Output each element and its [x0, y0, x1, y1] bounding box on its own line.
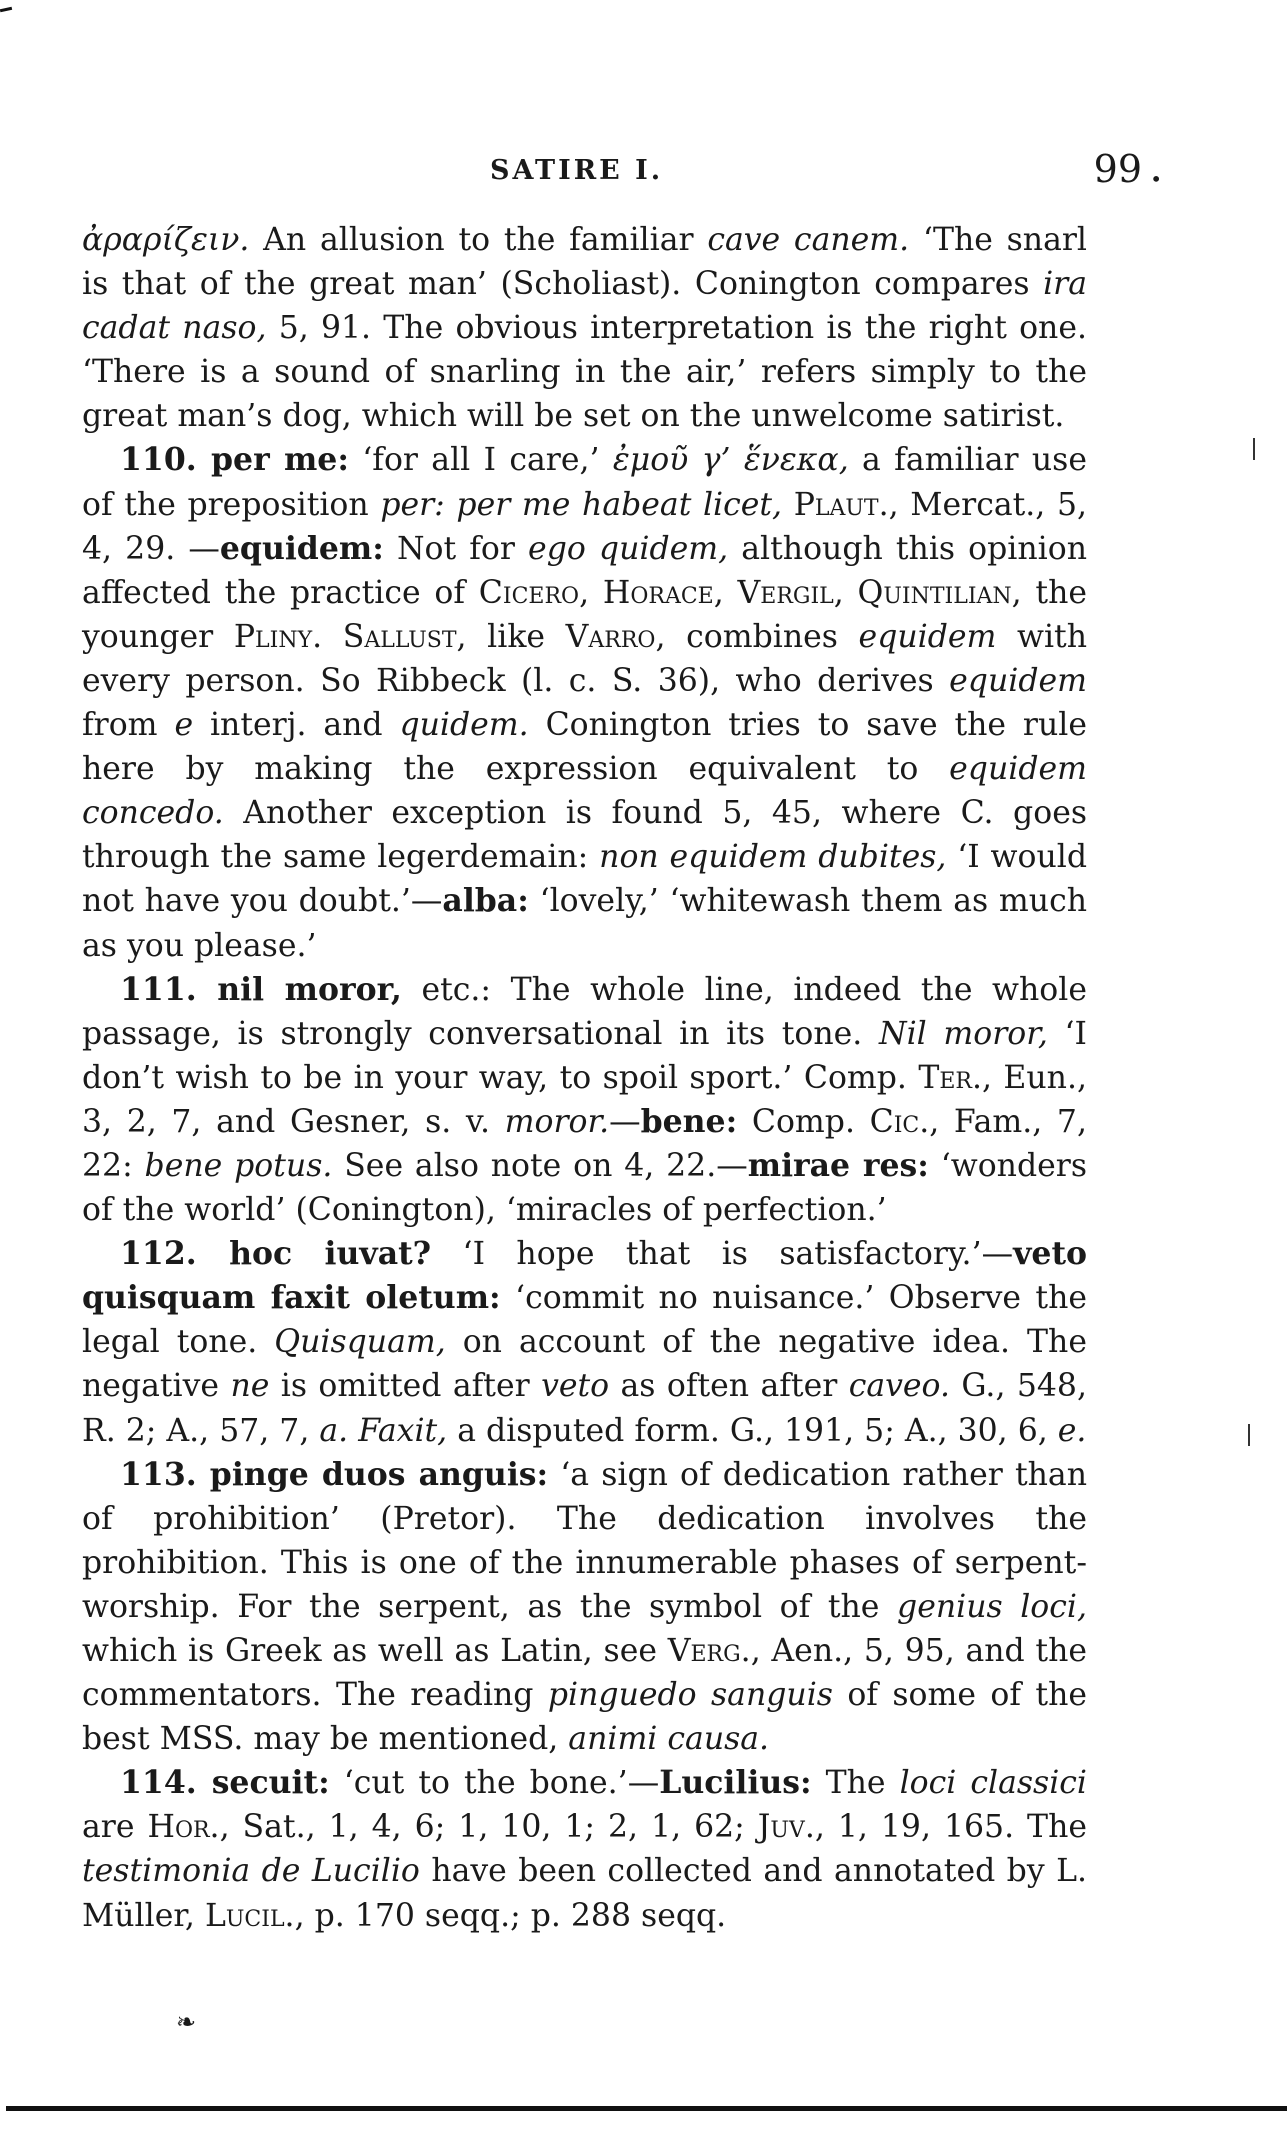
- text-run: e: [174, 707, 194, 744]
- text-run: [348, 1413, 358, 1449]
- text-run: equidem:: [219, 529, 384, 567]
- text-run: have been collected and annotated by L. Müller,: [82, 1853, 1087, 1934]
- text-run: loci classici: [899, 1765, 1088, 1802]
- text-run: Pliny: [233, 618, 313, 655]
- text-run: quidem.: [399, 707, 529, 744]
- text-run: per: per me habeat licet,: [380, 486, 783, 523]
- text-run: , Aen., 5, 95, and the commentators. The reading: [82, 1633, 1088, 1714]
- text-run: bene:: [640, 1102, 738, 1140]
- text-run: from: [82, 707, 175, 744]
- text-run: cave canem.: [707, 222, 910, 258]
- text-run: ‘I would not have you doubt.’—: [82, 839, 1088, 920]
- text-run: ‘commit no nuisance.’ Observe the legal tone.: [82, 1280, 1088, 1361]
- text-run: Juv.: [757, 1809, 815, 1846]
- text-run: Quintilian: [857, 574, 1012, 611]
- text-run: , combines: [655, 618, 859, 655]
- text-run: , Mercat., 5, 4, 29. —: [82, 486, 1087, 567]
- text-run: alba:: [442, 882, 529, 920]
- text-run: ‘lovely,’ ‘whitewash them as much as you please.’: [82, 883, 1087, 964]
- text-run: non equidem dubites,: [599, 839, 947, 876]
- text-run: with every person. So Ribbeck (l. c. S. 36), who derives: [82, 618, 1087, 699]
- text-run: equidem concedo.: [82, 751, 1087, 832]
- text-run: veto: [541, 1368, 610, 1405]
- text-run: animi causa.: [568, 1721, 770, 1758]
- corner-mark: [0, 7, 12, 12]
- text-run: Sallust: [342, 618, 457, 655]
- text-run: ‘cut to the bone.’—: [329, 1765, 660, 1802]
- paragraph-110: [82, 438, 1087, 967]
- text-run: , like: [456, 618, 566, 655]
- text-run: bene potus.: [144, 1147, 333, 1184]
- text-run: Plaut.: [793, 486, 889, 523]
- text-run: e.: [1057, 1412, 1087, 1449]
- text-run: ἐμοῦ γ’ ἕνεκα,: [612, 442, 849, 479]
- text-run: —: [609, 1103, 641, 1140]
- running-title: SATIRE I.: [490, 155, 664, 186]
- text-run: Ter.: [918, 1059, 982, 1096]
- text-run: pinguedo sanguis: [547, 1677, 833, 1714]
- text-run: Lucil.: [204, 1897, 295, 1934]
- text-run: ‘a sign of dedication rather than of prohibition’ (Pretor). The dedication involves the prohibition. This is one of the innumerable phases of serpent-worship. For the serpent, as the symbol of the: [82, 1456, 1087, 1625]
- text-run: ,: [833, 574, 858, 611]
- text-run: 114. secuit:: [120, 1764, 330, 1802]
- text-run: Verg.: [667, 1633, 751, 1669]
- text-run: a familiar use of the preposition: [82, 442, 1087, 523]
- text-run: , Eun., 3, 2, 7, and Gesner, s. v.: [82, 1059, 1087, 1140]
- text-run: interj. and: [193, 707, 400, 744]
- text-run: An allusion to the familiar: [249, 222, 708, 258]
- text-run: although this opinion affected the practice of: [82, 530, 1087, 611]
- page-header: [82, 143, 1172, 191]
- text-run: a.: [319, 1412, 349, 1449]
- text-run: Conington tries to save the rule here by making the expression equivalent to: [82, 707, 1087, 788]
- text-run: , the younger: [82, 574, 1088, 655]
- text-run: , p. 170 seqq.; p. 288 seqq.: [294, 1897, 727, 1934]
- text-run: 110. per me:: [120, 441, 349, 479]
- text-run: See also note on 4, 22.—: [332, 1147, 748, 1184]
- text-run: ira cadat naso,: [82, 266, 1087, 347]
- page-number: 99: [1093, 147, 1142, 191]
- text-run: equidem: [858, 618, 997, 655]
- text-run: , Sat., 1, 4, 6; 1, 10, 1; 2, 1, 62;: [219, 1809, 758, 1846]
- text-run: on account of the negative idea. The negative: [82, 1324, 1087, 1405]
- text-run: 112. hoc iuvat?: [120, 1235, 432, 1273]
- text-run: Lucilius:: [659, 1764, 812, 1802]
- text-run: are: [82, 1809, 148, 1846]
- text-run: veto quisquam faxit oletum:: [82, 1235, 1087, 1317]
- text-run: a disputed form. G., 191, 5; A., 30, 6,: [447, 1412, 1058, 1449]
- text-run: Comp.: [737, 1103, 870, 1140]
- text-run: ne: [230, 1368, 270, 1405]
- text-run: 113. pinge duos anguis:: [120, 1455, 549, 1493]
- footer-ornament: ❧: [176, 2008, 197, 2036]
- text-run: Quisquam,: [274, 1324, 446, 1361]
- text-run: of some of the best MSS. may be mentioned,: [82, 1677, 1088, 1758]
- text-run: ,: [579, 574, 603, 611]
- text-run: ‘wonders of the world’ (Conington), ‘miracles of perfection.’: [82, 1147, 1087, 1229]
- text-run: 5, 91. The obvious interpretation is the right one. ‘There is a sound of snarling in the air,’ refers simply to the great man’s dog, which will be set on the unwelcome satirist.: [82, 310, 1087, 435]
- text-run: moror.: [504, 1103, 610, 1140]
- text-run: testimonia de Lucilio: [82, 1853, 420, 1890]
- text-run: Vergil: [737, 574, 834, 611]
- text-run: Hor.: [147, 1809, 220, 1846]
- text-run: ‘The snarl is that of the great man’ (Scholiast). Conington compares: [82, 222, 1088, 303]
- text-run: equidem: [949, 662, 1087, 699]
- text-run: mirae res:: [747, 1146, 929, 1184]
- text-run: Another exception is found 5, 45, where C. goes through the same legerdemain:: [82, 795, 1087, 876]
- text-run: Nil moror,: [879, 1015, 1048, 1052]
- text-run: ego quidem,: [528, 530, 729, 567]
- header-dot: •: [1150, 167, 1162, 191]
- text-run: .: [312, 618, 343, 655]
- text-run: Varro: [565, 618, 656, 655]
- paragraph-112: [82, 1232, 1087, 1452]
- text-run: , Fam., 7, 22:: [82, 1103, 1087, 1184]
- text-run: , 1, 19, 165. The: [814, 1809, 1087, 1846]
- text-run: G., 548, R. 2; A., 57, 7,: [82, 1368, 1087, 1449]
- paragraph-113: [82, 1453, 1087, 1762]
- text-run: is omitted after: [269, 1368, 542, 1405]
- text-run: Faxit,: [358, 1412, 448, 1449]
- text-run: which is Greek as well as Latin, see: [82, 1633, 668, 1669]
- paragraph-114: [82, 1761, 1087, 1937]
- text-run: The: [811, 1765, 900, 1802]
- text-run: Not for: [383, 530, 529, 567]
- text-run: ‘I hope that is satisfactory.’—: [431, 1236, 1014, 1273]
- paragraph-intro: [82, 218, 1087, 438]
- paragraph-111: [82, 968, 1087, 1233]
- text-run: genius loci,: [897, 1588, 1087, 1625]
- margin-tick: [1253, 438, 1255, 460]
- text-run: as often after: [609, 1368, 849, 1405]
- text-run: Cicero: [478, 574, 580, 611]
- text-run: 111. nil moror,: [120, 970, 402, 1008]
- text-run: Horace: [602, 574, 714, 611]
- text-run: ‘I don’t wish to be in your way, to spoil sport.’ Comp.: [82, 1015, 1087, 1096]
- bottom-rule: [6, 2106, 1287, 2111]
- text-run: etc.: The whole line, indeed the whole passage, is strongly conversational in its tone.: [82, 971, 1087, 1052]
- text-run: caveo.: [848, 1368, 950, 1405]
- text-run: ἀραρίζειν.: [82, 222, 250, 258]
- margin-tick: [1248, 1424, 1250, 1446]
- text-run: ,: [713, 574, 738, 611]
- text-run: ‘for all I care,’: [348, 442, 613, 479]
- text-run: [782, 487, 794, 523]
- commentary-text: [82, 218, 1087, 1938]
- text-run: Cic.: [869, 1103, 930, 1140]
